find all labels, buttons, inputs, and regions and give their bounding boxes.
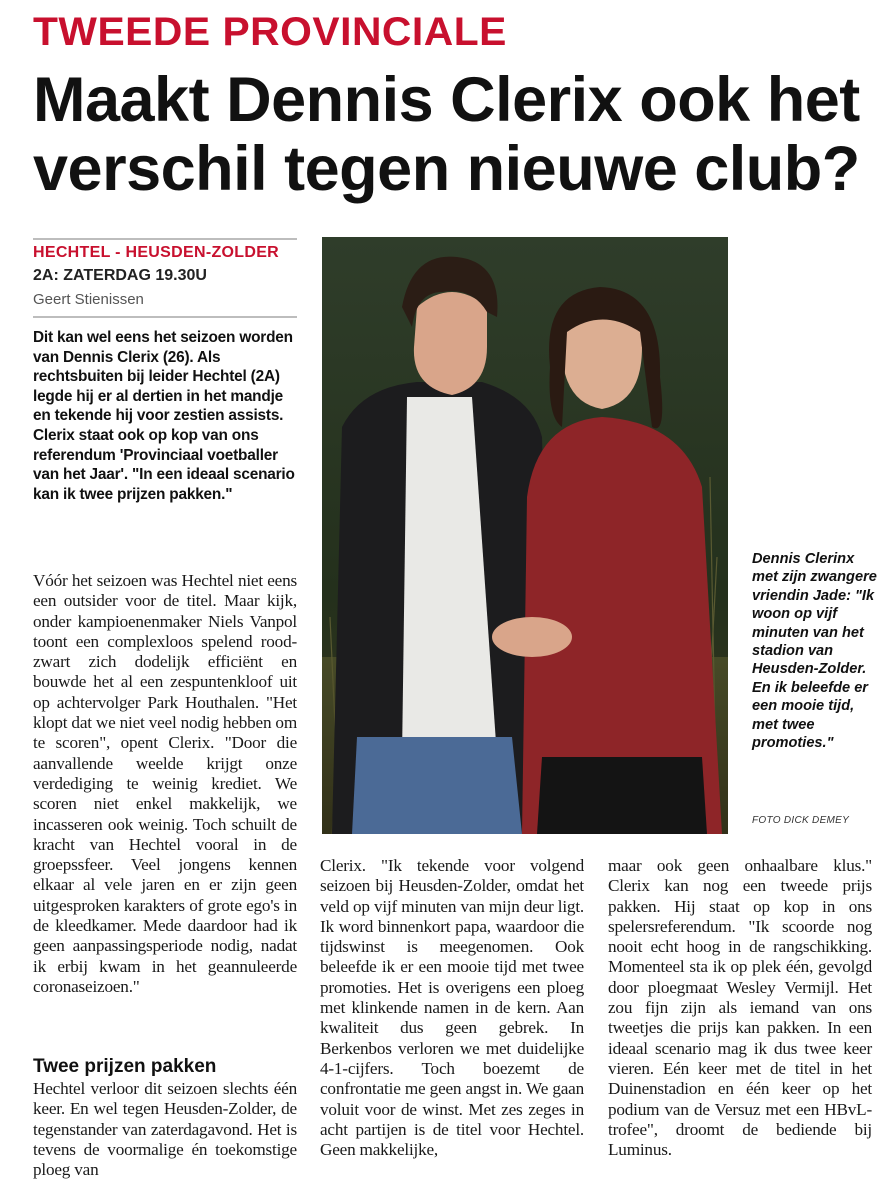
match-schedule: 2A: ZATERDAG 19.30U — [33, 267, 207, 284]
section-kicker: TWEEDE PROVINCIALE — [33, 10, 507, 54]
headline: Maakt Dennis Clerix ook het verschil tegen nieuwe club? — [33, 65, 860, 204]
body-column-1-continued: Hechtel verloor dit seizoen slechts één keer. En wel tegen Heusden-Zolder, de tegenstander van zaterdagavond. Het is tevens de voormalige én toekomstige ploeg van — [33, 1079, 297, 1180]
photo-caption: Dennis Clerinx met zijn zwangere vriendin Jade: "Ik woon op vijf minuten van het stadion van Heusden-Zolder. En ik beleefde er een mooie tijd, met twee promoties." — [752, 551, 877, 752]
divider-byline — [33, 316, 297, 318]
lead-paragraph: Dit kan wel eens het seizoen worden van Dennis Clerix (26). Als rechtsbuiten bij leider Hechtel (2A) legde hij er al dertien in het mandje en tekende hij voor zestien assists. Clerix staat ook op kop van ons referendum 'Provinciaal voetballer van het Jaar'. "In een ideaal scenario kan ik twee prijzen pakken." — [33, 329, 295, 503]
divider-top — [33, 238, 297, 240]
article-photo — [322, 237, 728, 834]
match-title: HECHTEL - HEUSDEN-ZOLDER — [33, 244, 280, 261]
couple-photo-illustration — [322, 237, 728, 834]
body-column-3: maar ook geen onhaalbare klus." Clerix kan nog een tweede prijs pakken. Hij staat op kop in ons spelersreferendum. "Ik scoorde nog nooit echt hoog in de rangschikking. Momenteel sta ik op plek één, gevolgd door ploegmaat Wesley Vermijl. Het zou fijn zijn als iemand van ons tweetjes die prijs kan pakken. In een ideaal scenario mag ik dus twee keer vieren. Eén keer met de titel in het Duinenstadion en één keer op het podium van de Versuz met een HBvL-trofee", droomt de bediende bij Luminus. — [608, 856, 872, 1160]
body-column-1: Vóór het seizoen was Hechtel niet eens een outsider voor de titel. Maar kijk, onder kampioenenmaker Niels Vanpol toont een complexloos spelend rood-zwart zich dodelijk efficiënt en bouwde het al een zespuntenkloof uit op achtervolger Park Houthalen. "Het klopt dat we niet veel nodig hebben om te scoren", opent Clerix. "Door die aanvallende weelde krijgt onze verdediging te weinig krediet. We scoren niet enkel makkelijk, we incasseren ook weinig. Toch schuilt de kracht van Hechtel vooral in de groepssfeer. Veel jongens kennen elkaar al vele jaren en er zijn geen uitgesproken karakters of grote ego's in de kleedkamer. Mede daardoor had ik geen aanpassingsperiode nodig, nadat ik erbij kwam in het geannuleerde coronaseizoen." — [33, 571, 297, 996]
photo-credit: FOTO DICK DEMEY — [752, 815, 850, 826]
byline: Geert Stienissen — [33, 291, 144, 308]
subheading: Twee prijzen pakken — [33, 1056, 217, 1077]
body-column-2: Clerix. "Ik tekende voor volgend seizoen bij Heusden-Zolder, omdat het veld op vijf minuten van mijn deur ligt. Ik word binnenkort papa, waardoor die tijdswinst is meegenomen. Ook beleefde ik er een mooie tijd met twee promoties. Het is overigens een ploeg met klinkende namen in de kern. Aan kwaliteit dus geen gebrek. In Berkenbos verloren we met duidelijke 4-1-cijfers. Toch boezemt de confrontatie me geen angst in. We gaan voluit voor de winst. Met zes zeges in acht partijen is de titel voor Hechtel. Geen makkelijke, — [320, 856, 584, 1160]
